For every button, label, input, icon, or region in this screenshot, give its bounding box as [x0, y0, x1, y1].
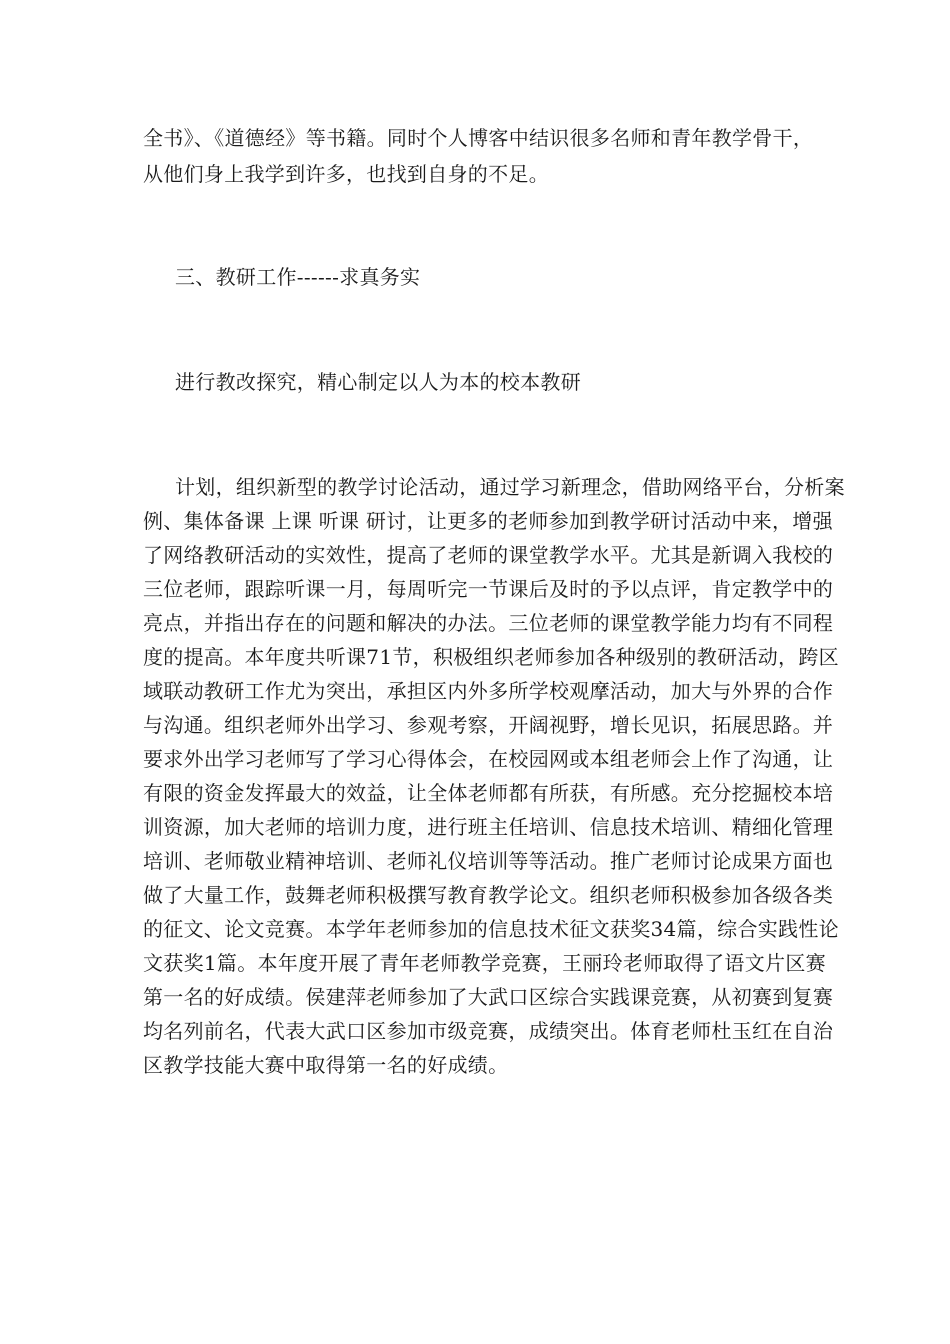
body-line-3: 了网络教研活动的实效性，提高了老师的课堂教学水平。尤其是新调入我校的 — [143, 543, 834, 567]
body-line-9: 要求外出学习老师写了学习心得体会，在校园网或本组老师会上作了沟通，让 — [143, 747, 834, 771]
body-line-7: 域联动教研工作尤为突出，承担区内外多所学校观摩活动，加大与外界的合作 — [143, 679, 834, 703]
body-line-14: 的征文、论文竞赛。本学年老师参加的信息技术征文获奖34篇，综合实践性论 — [143, 917, 839, 941]
body-line-13: 做了大量工作，鼓舞老师积极撰写教育教学论文。组织老师积极参加各级各类 — [143, 883, 834, 907]
body-line-6: 度的提高。本年度共听课71节，积极组织老师参加各种级别的教研活动，跨区 — [143, 645, 839, 669]
body-line-5: 亮点，并指出存在的问题和解决的办法。三位老师的课堂教学能力均有不同程 — [143, 611, 834, 635]
body-line-17: 均名列前名，代表大武口区参加市级竞赛，成绩突出。体育老师杜玉红在自治 — [143, 1019, 834, 1043]
body-line-18: 区教学技能大赛中取得第一名的好成绩。 — [143, 1053, 509, 1077]
body-line-8: 与沟通。组织老师外出学习、参观考察，开阔视野，增长见识，拓展思路。并 — [143, 713, 834, 737]
body-line-15: 文获奖1篇。本年度开展了青年老师教学竞赛，王丽玲老师取得了语文片区赛 — [143, 951, 826, 975]
body-line-16: 第一名的好成绩。侯建萍老师参加了大武口区综合实践课竞赛，从初赛到复赛 — [143, 985, 834, 1009]
section-heading: 三、教研工作------求真务实 — [175, 265, 421, 289]
body-line-12: 培训、老师敬业精神培训、老师礼仪培训等等活动。推广老师讨论成果方面也 — [143, 849, 834, 873]
continuation-line-2: 从他们身上我学到许多，也找到自身的不足。 — [143, 162, 549, 186]
body-line-1: 计划，组织新型的教学讨论活动，通过学习新理念，借助网络平台，分析案 — [175, 475, 845, 499]
body-line-2: 例、集体备课 上课 听课 研讨，让更多的老师参加到教学研讨活动中来，增强 — [143, 509, 833, 533]
body-line-4: 三位老师，跟踪听课一月，每周听完一节课后及时的予以点评，肯定教学中的 — [143, 577, 834, 601]
continuation-line-1: 全书》、《道德经》等书籍。同时个人博客中结识很多名师和青年教学骨干， — [143, 126, 814, 150]
intro-sentence: 进行教改探究，精心制定以人为本的校本教研 — [175, 370, 581, 394]
body-line-10: 有限的资金发挥最大的效益，让全体老师都有所获，有所感。充分挖掘校本培 — [143, 781, 834, 805]
body-line-11: 训资源，加大老师的培训力度，进行班主任培训、信息技术培训、精细化管理 — [143, 815, 834, 839]
